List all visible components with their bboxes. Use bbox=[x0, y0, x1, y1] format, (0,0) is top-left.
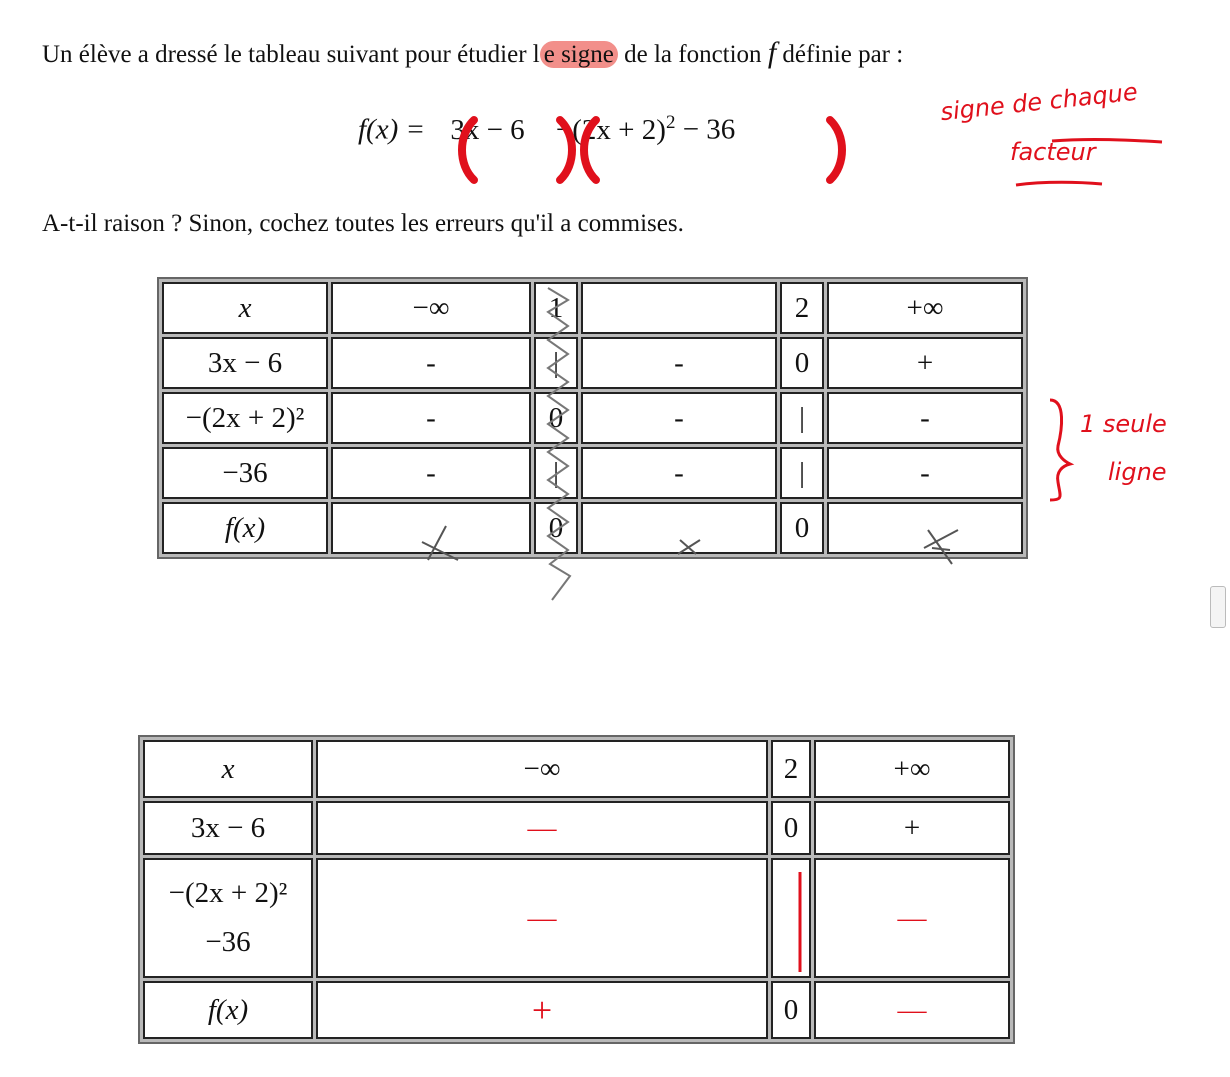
sign-table-original bbox=[157, 277, 1028, 559]
table-cell: - bbox=[581, 447, 777, 499]
formula-factor2-tail: − 36 bbox=[675, 113, 736, 146]
table-cell bbox=[581, 502, 777, 554]
table-cell bbox=[581, 282, 777, 334]
intro-after: de la fonction bbox=[617, 41, 768, 68]
merged-row-label-2: −36 bbox=[205, 926, 251, 958]
question-text: A-t-il raison ? Sinon, cochez toutes les erreurs qu'il a commises. bbox=[42, 210, 684, 237]
formula-exponent: 2 bbox=[665, 112, 676, 133]
annotation-sign-each-factor: signe de chaque bbox=[939, 77, 1139, 127]
table-cell: f(x) bbox=[162, 502, 328, 554]
table-cell: — bbox=[814, 858, 1010, 978]
table-cell: 0 bbox=[780, 502, 824, 554]
formula-factor2: −(2x + 2) bbox=[555, 113, 666, 146]
table-row bbox=[143, 858, 1010, 978]
table-cell: 0 bbox=[771, 801, 811, 855]
table-cell: 0 bbox=[534, 392, 578, 444]
table-cell: | bbox=[534, 337, 578, 389]
table-cell: f(x) bbox=[143, 981, 313, 1039]
table-cell: | bbox=[780, 447, 824, 499]
table-cell: 2 bbox=[771, 740, 811, 798]
table-cell bbox=[771, 858, 811, 978]
table-cell: — bbox=[316, 801, 768, 855]
annotation-factor-word: facteur bbox=[1010, 138, 1096, 166]
table-cell: - bbox=[331, 392, 531, 444]
red-brace bbox=[1050, 400, 1070, 500]
table-cell: — bbox=[316, 858, 768, 978]
function-name: f bbox=[767, 36, 777, 69]
table-row bbox=[143, 801, 1010, 855]
formula-factor1: 3x − 6 bbox=[450, 113, 525, 146]
table-row bbox=[162, 447, 1023, 499]
table-cell: x bbox=[143, 740, 313, 798]
table-cell: — bbox=[814, 981, 1010, 1039]
sign-table-corrected bbox=[138, 735, 1015, 1044]
table-cell: 0 bbox=[771, 981, 811, 1039]
table-cell: - bbox=[827, 447, 1023, 499]
highlighted-word: e signe bbox=[540, 41, 618, 68]
table-cell: 3x − 6 bbox=[162, 337, 328, 389]
table-cell: 0 bbox=[534, 502, 578, 554]
table-cell: −(2x + 2)² bbox=[162, 392, 328, 444]
table-cell: −∞ bbox=[331, 282, 531, 334]
table-cell: | bbox=[780, 392, 824, 444]
annotation-one-line: 1 seule bbox=[1080, 410, 1167, 438]
table-row bbox=[143, 740, 1010, 798]
table-cell: - bbox=[581, 392, 777, 444]
table-cell: | bbox=[534, 447, 578, 499]
red-paren-close-2 bbox=[830, 120, 842, 180]
merged-row-label-1: −(2x + 2)² bbox=[168, 876, 288, 909]
table-cell: + bbox=[827, 337, 1023, 389]
table-cell: 1 bbox=[534, 282, 578, 334]
table-cell: + bbox=[814, 801, 1010, 855]
table-cell bbox=[331, 502, 531, 554]
table-cell: - bbox=[581, 337, 777, 389]
table-cell: x bbox=[162, 282, 328, 334]
intro-before: Un élève a dressé le tableau suivant pour étudier l bbox=[42, 41, 540, 68]
table-cell: 0 bbox=[780, 337, 824, 389]
formula-lhs: f(x) = bbox=[358, 113, 433, 146]
table-cell: +∞ bbox=[827, 282, 1023, 334]
table-cell: - bbox=[827, 392, 1023, 444]
table-cell: + bbox=[316, 981, 768, 1039]
table-cell: 2 bbox=[780, 282, 824, 334]
intro-end: définie par : bbox=[776, 41, 904, 68]
annotation-underline-2 bbox=[1016, 182, 1102, 185]
table-cell: +∞ bbox=[814, 740, 1010, 798]
intro-text bbox=[42, 36, 903, 70]
table-row bbox=[143, 981, 1010, 1039]
annotation-line-word: ligne bbox=[1108, 458, 1167, 486]
table-row bbox=[162, 337, 1023, 389]
table-row bbox=[162, 392, 1023, 444]
table-cell: −∞ bbox=[316, 740, 768, 798]
table-row bbox=[162, 282, 1023, 334]
table-cell: 3x − 6 bbox=[143, 801, 313, 855]
scroll-handle[interactable] bbox=[1210, 586, 1226, 628]
table-cell: - bbox=[331, 337, 531, 389]
table-row bbox=[162, 502, 1023, 554]
table-cell: −36 bbox=[162, 447, 328, 499]
table-cell bbox=[827, 502, 1023, 554]
function-formula bbox=[358, 112, 735, 147]
table-cell: - bbox=[331, 447, 531, 499]
table-cell bbox=[143, 858, 313, 978]
